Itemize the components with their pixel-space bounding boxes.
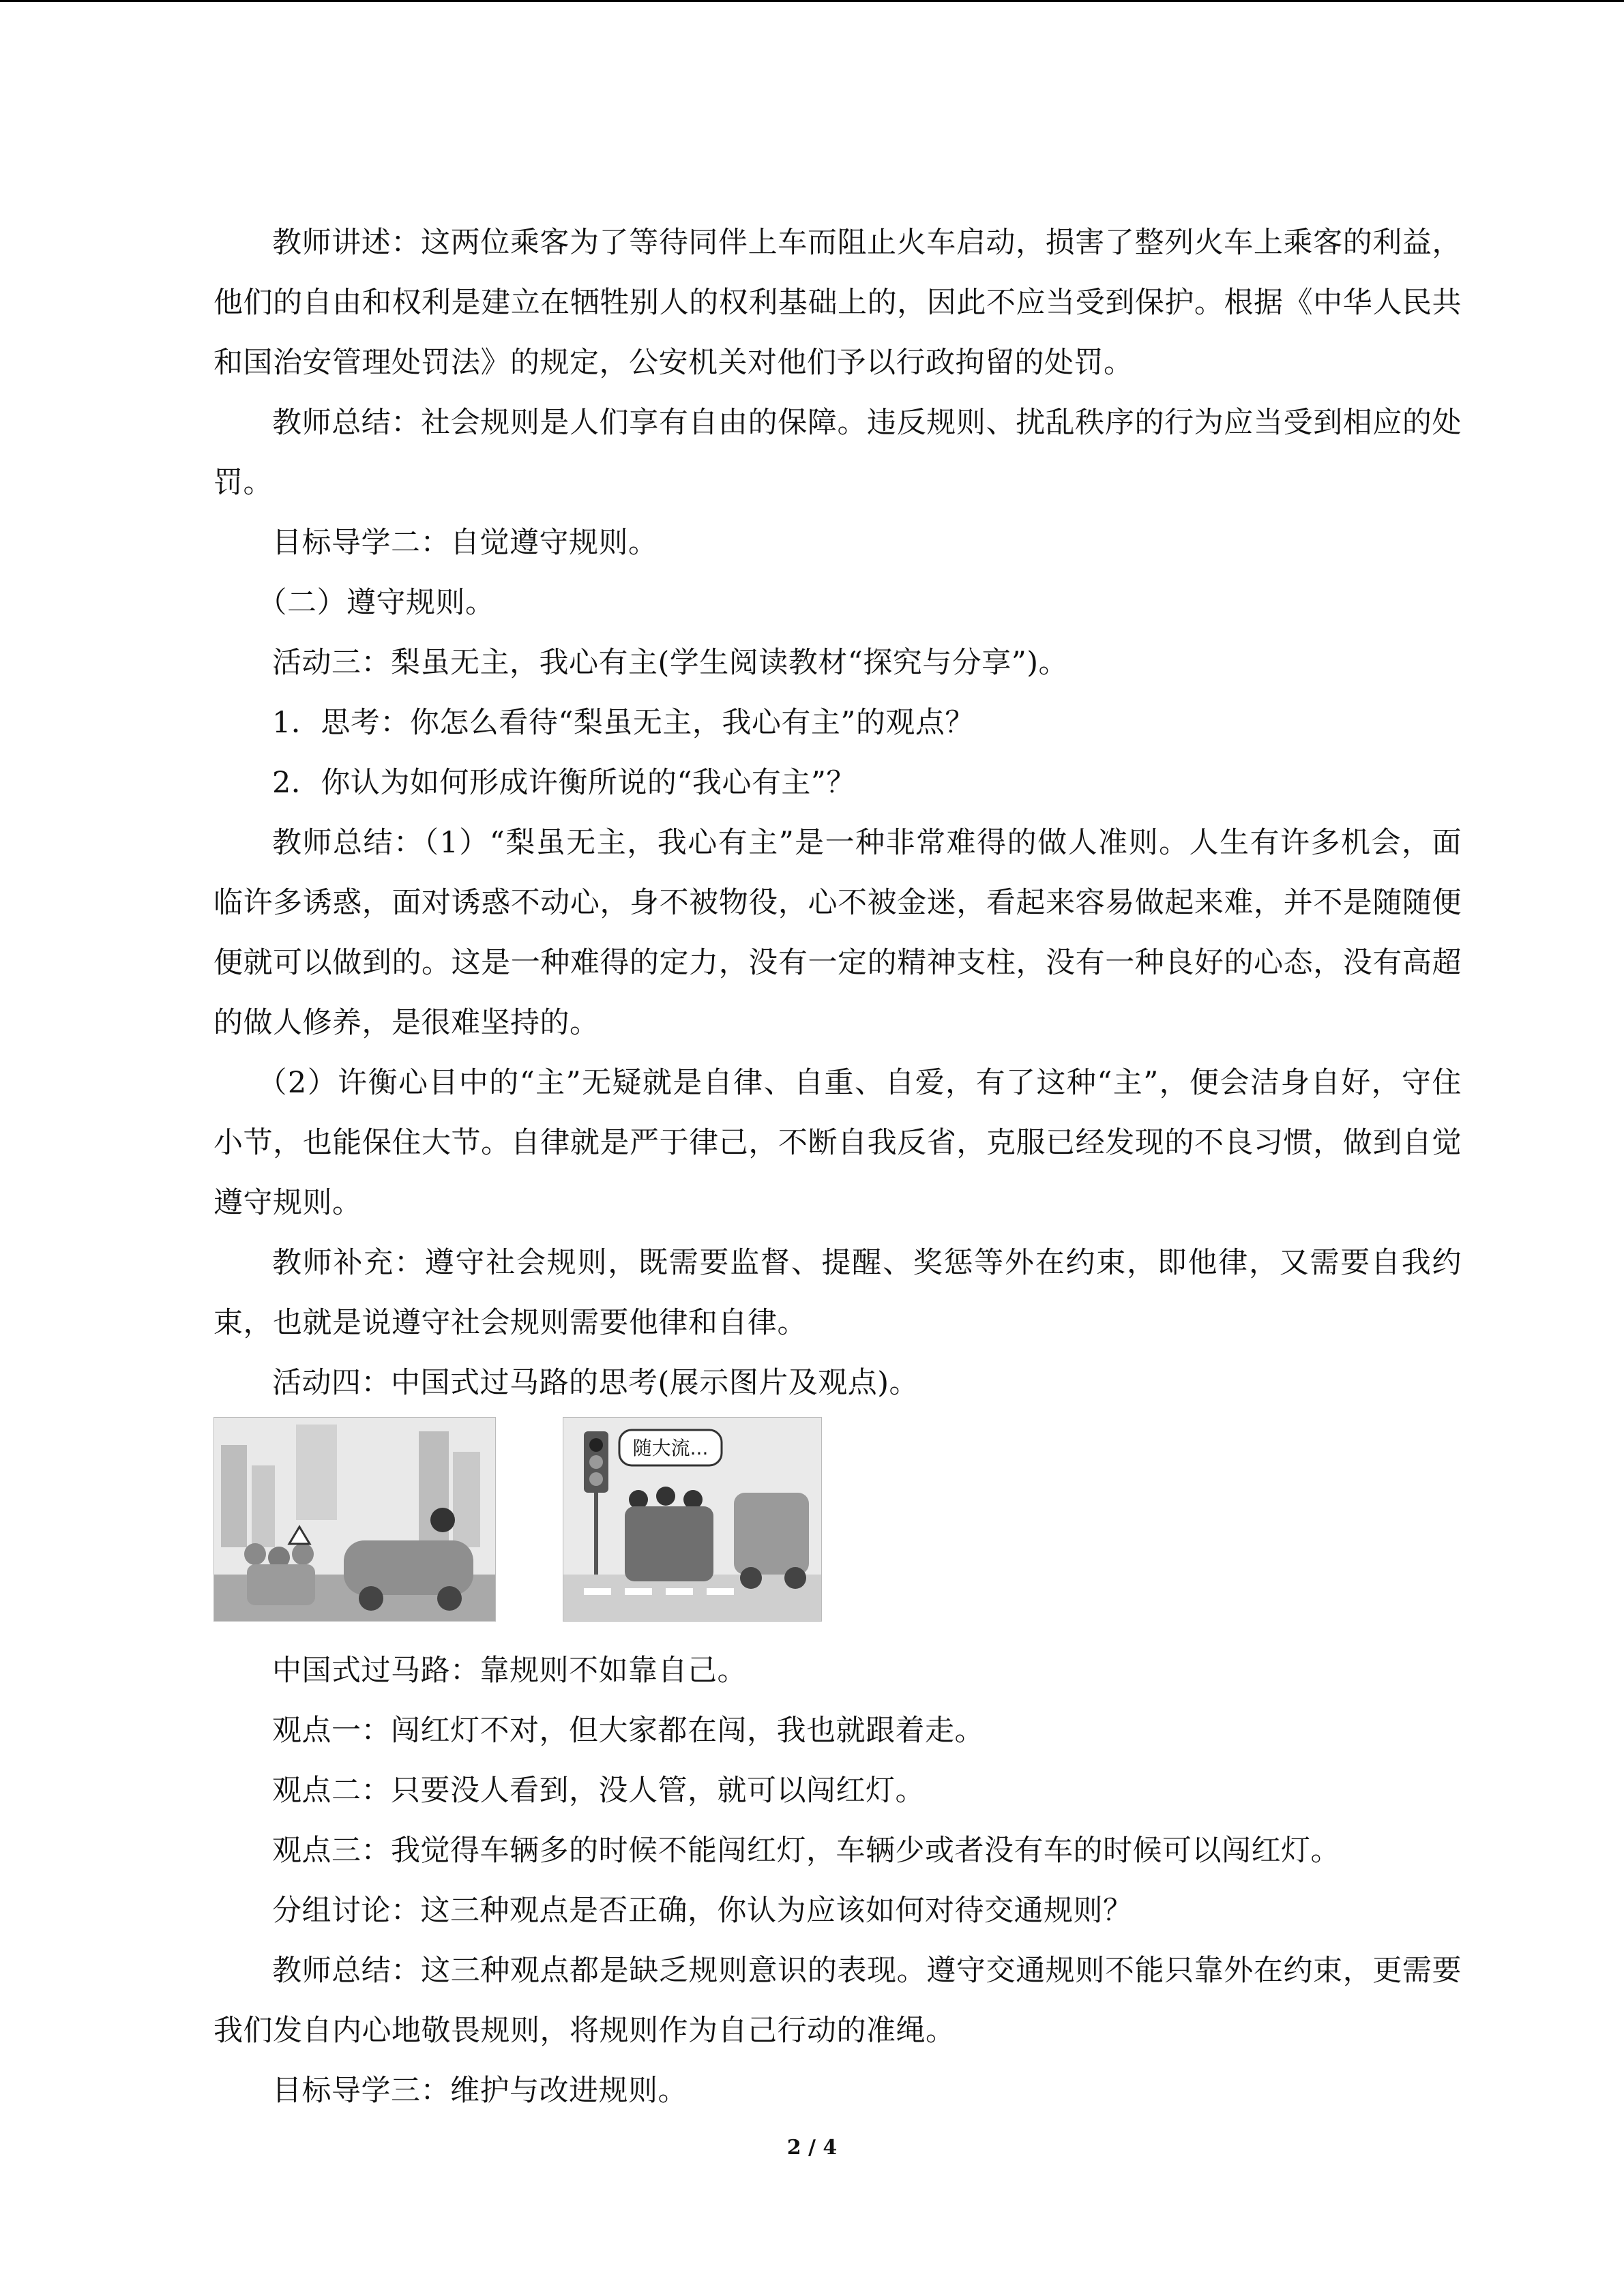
paragraph-teacher-supplement: 教师补充：遵守社会规则，既需要监督、提醒、奖惩等外在约束，即他律，又需要自我约束，也就是说遵守社会规则需要他律和自律。 — [213, 1246, 1462, 1340]
paragraph-viewpoint-3: 观点三：我觉得车辆多的时候不能闯红灯，车辆少或者没有车的时候可以闯红灯。 — [272, 1834, 1340, 1868]
paragraph-teacher-summary-2: 教师总结：（1）“梨虽无主，我心有主”是一种非常难得的做人准则。人生有许多机会，面临许多诱惑，面对诱惑不动心，身不被物役，心不被金迷，看起来容易做起来难，并不是随随便便就可以做到的。这是一种难得的定力，没有一定的精神支柱，没有一种良好的心态，没有高超的做人修养，是很难坚持的。 — [213, 826, 1462, 1040]
paragraph-group-discussion: 分组讨论：这三种观点是否正确，你认为应该如何对待交通规则？ — [272, 1894, 1133, 1928]
paragraph-goal-3: 目标导学三：维护与改进规则。 — [272, 2074, 688, 2108]
paragraph-question-2: 2．你认为如何形成许衡所说的“我心有主”？ — [272, 766, 856, 800]
paragraph-crossing-style: 中国式过马路：靠规则不如靠自己。 — [272, 1654, 747, 1688]
paragraph-teacher-summary-1: 教师总结：社会规则是人们享有自由的保障。违反规则、扰乱秩序的行为应当受到相应的处罚。 — [213, 406, 1462, 500]
paragraph-viewpoint-2: 观点二：只要没人看到，没人管，就可以闯红灯。 — [272, 1774, 925, 1808]
paragraph-viewpoint-1: 观点一：闯红灯不对，但大家都在闯，我也就跟着走。 — [272, 1714, 984, 1748]
paragraph-section-2: （二）遵守规则。 — [257, 586, 495, 620]
follow-the-crowd-caption: 随大流... — [632, 1437, 709, 1459]
paragraph-goal-2: 目标导学二：自觉遵守规则。 — [272, 526, 658, 560]
paragraph-question-1: 1．思考：你怎么看待“梨虽无主，我心有主”的观点？ — [272, 706, 975, 740]
page-number: 2 / 4 — [786, 2136, 838, 2160]
follow-the-crowd-illustration — [563, 1417, 822, 1622]
paragraph-teacher-narration: 教师讲述：这两位乘客为了等待同伴上车而阻止火车启动，损害了整列火车上乘客的利益，他们的自由和权利是建立在牺牲别人的权利基础上的，因此不应当受到保护。根据《中华人民共和国治安管理处罚法》的规定，公安机关对他们予以行政拘留的处罚。 — [213, 226, 1462, 380]
page-top-border — [0, 0, 1624, 2]
document-body — [213, 213, 1462, 2121]
illustrations-row — [213, 1417, 1462, 1634]
paragraph-activity-4: 活动四：中国式过马路的思考(展示图片及观点)。 — [272, 1366, 919, 1400]
crossing-street-crowd-illustration — [213, 1417, 496, 1622]
paragraph-summary-point-2: （2）许衡心目中的“主”无疑就是自律、自重、自爱，有了这种“主”，便会洁身自好，守住小节，也能保住大节。自律就是严于律己，不断自我反省，克服已经发现的不良习惯，做到自觉遵守规则。 — [213, 1066, 1462, 1220]
paragraph-teacher-summary-3: 教师总结：这三种观点都是缺乏规则意识的表现。遵守交通规则不能只靠外在约束，更需要我们发自内心地敬畏规则，将规则作为自己行动的准绳。 — [213, 1954, 1462, 2048]
paragraph-activity-3: 活动三：梨虽无主，我心有主(学生阅读教材“探究与分享”)。 — [272, 646, 1069, 680]
